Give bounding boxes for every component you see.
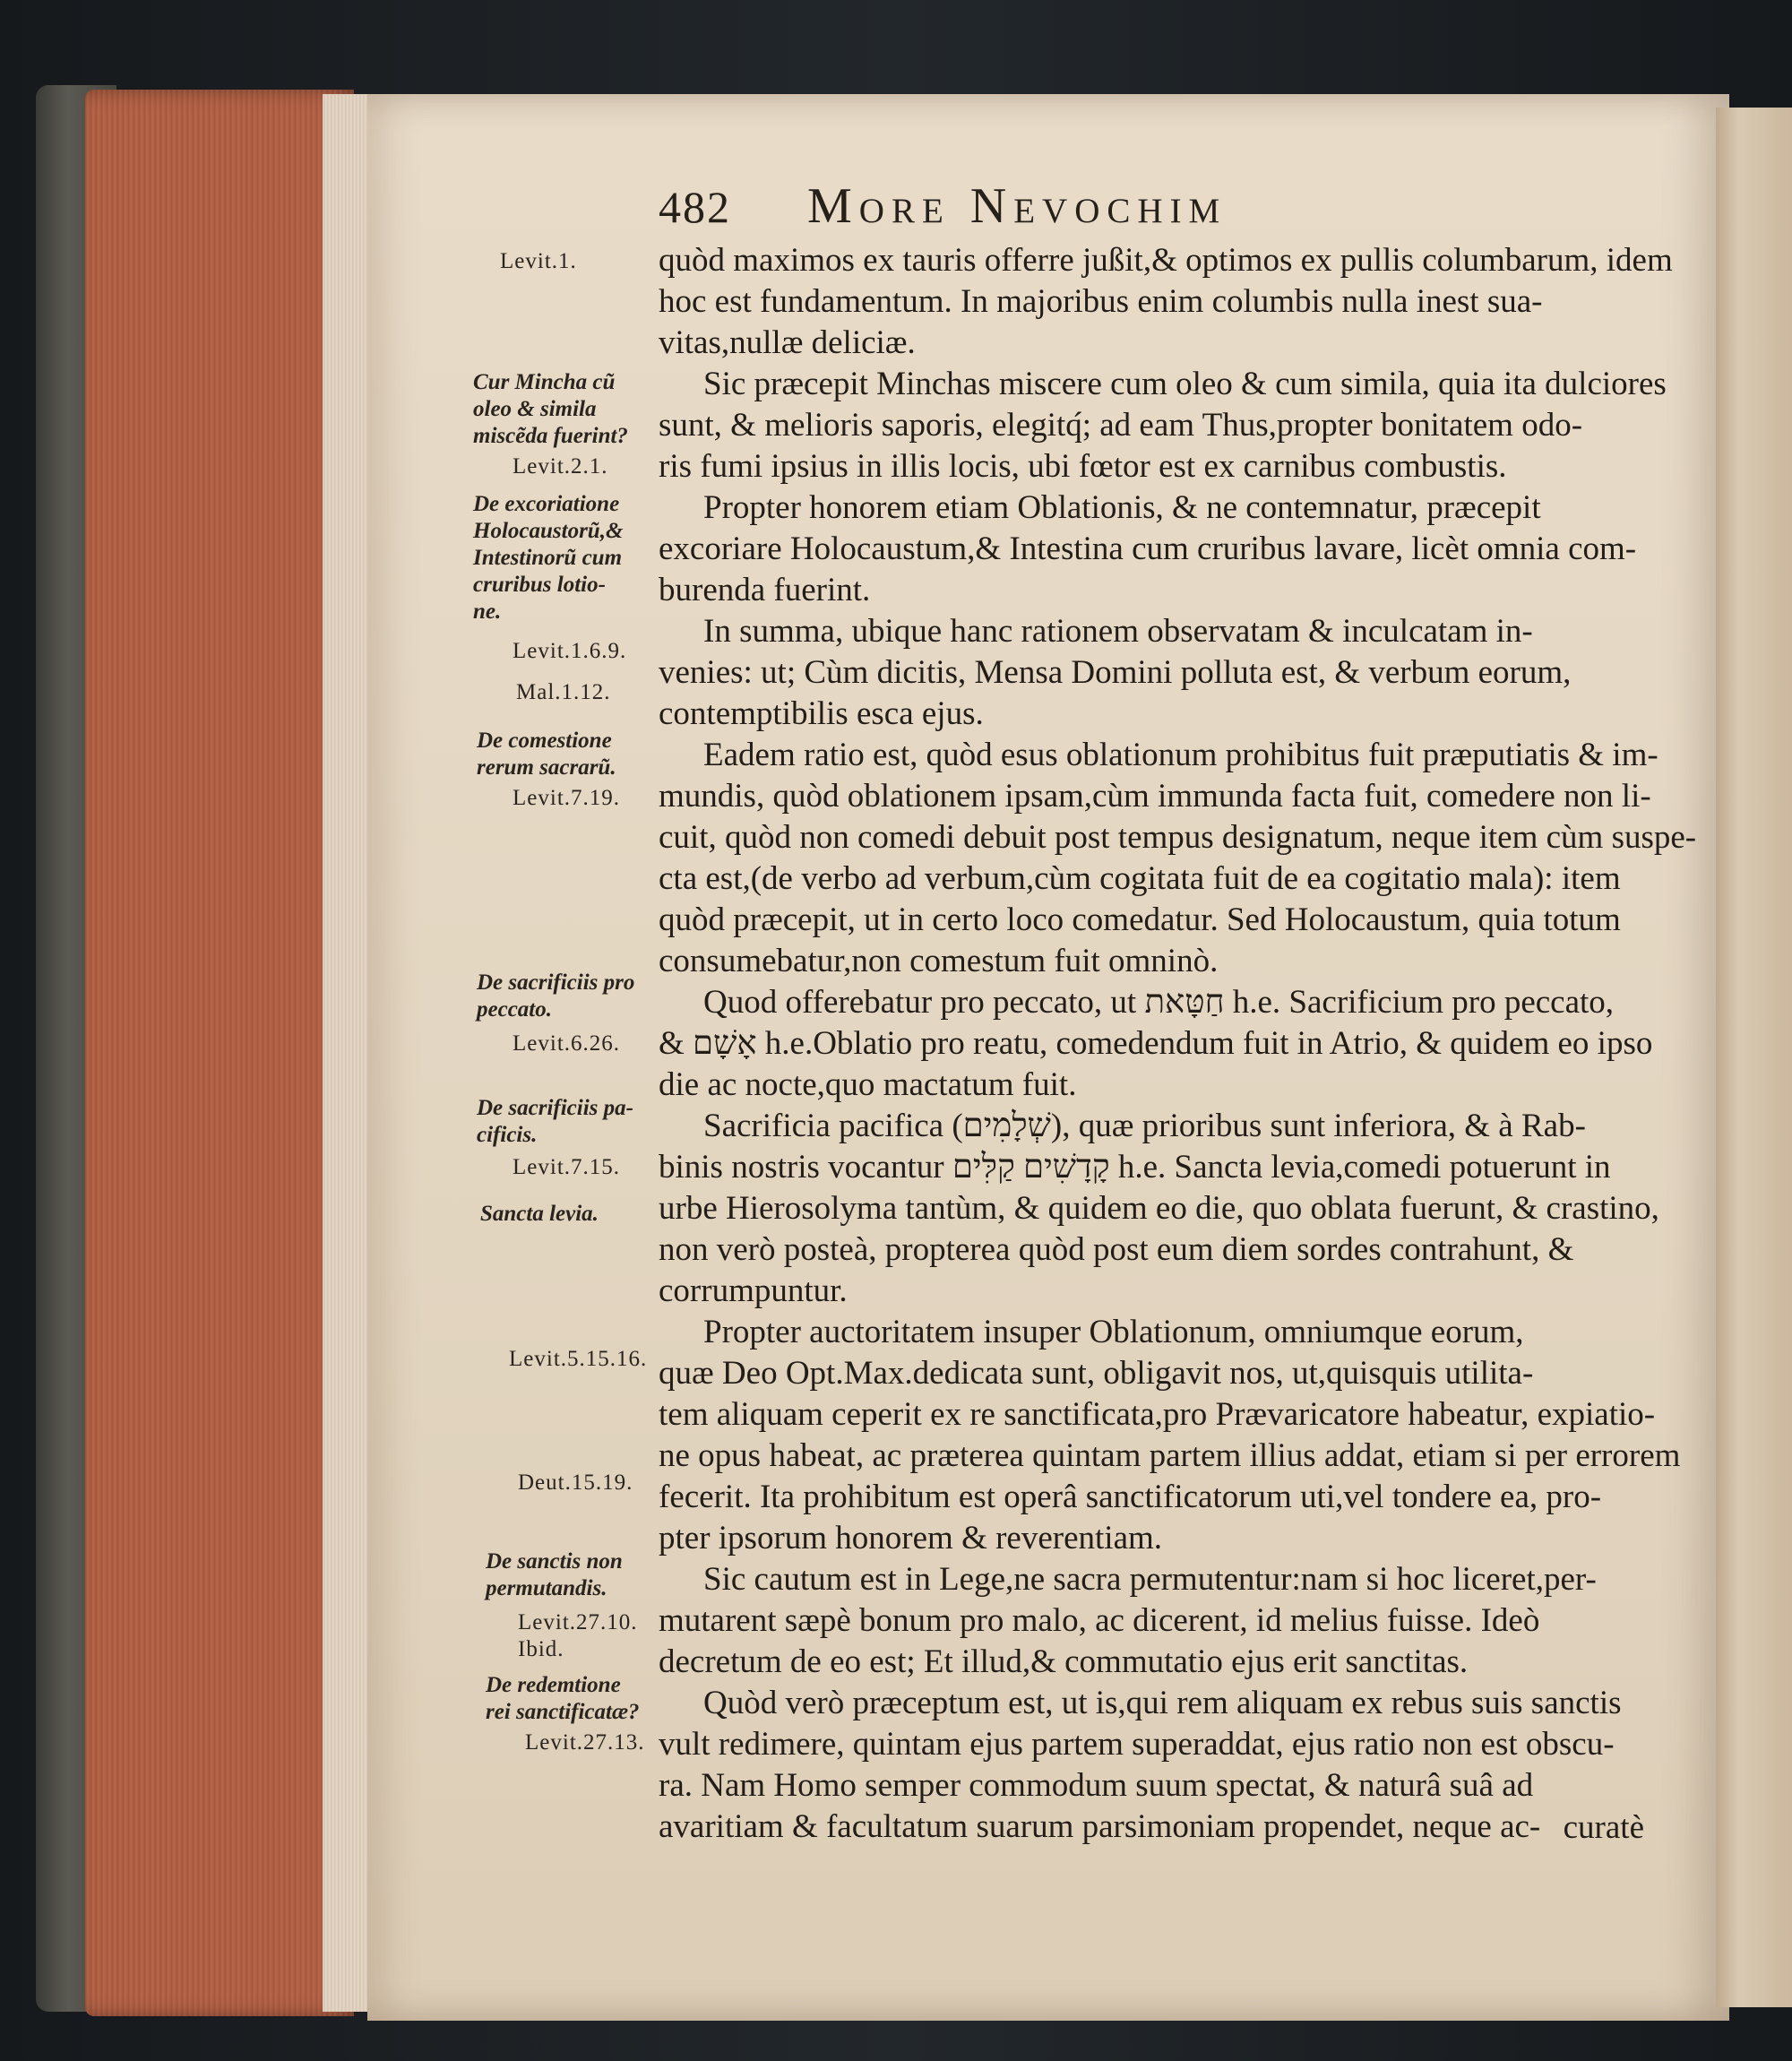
- text-line: non verò posteà, propterea quòd post eum diem sordes contrahunt, &: [659, 1231, 1574, 1268]
- text-line: Propter auctoritatem insuper Oblationum, omniumque eorum,: [703, 1314, 1524, 1350]
- text-line: avaritiam & facultatum suarum parsimoniam propendet, neque ac-: [659, 1808, 1541, 1845]
- text-line: corrumpuntur.: [659, 1272, 848, 1309]
- margin-note: Levit.6.26.: [513, 1031, 621, 1056]
- text-line: fecerit. Ita prohibitum est operâ sanctificatorum uti,vel tondere ea, pro-: [659, 1479, 1602, 1515]
- margin-note: Levit.2.1.: [513, 454, 608, 479]
- margin-note: Levit.27.13.: [525, 1730, 645, 1755]
- text-line: ne opus habeat, ac præterea quintam partem illius addat, etiam si per errorem: [659, 1437, 1681, 1474]
- margin-note: Sancta levia.: [480, 1202, 599, 1226]
- book-fore-edge: [85, 90, 354, 2016]
- margin-note: De sanctis non: [486, 1549, 623, 1574]
- text-line: pter ipsorum honorem & reverentiam.: [659, 1520, 1163, 1557]
- text-line: vult redimere, quintam ejus partem superaddat, ejus ratio non est obscu-: [659, 1726, 1615, 1763]
- page-number: 482: [659, 182, 731, 232]
- margin-note: Intestinorũ cum: [473, 546, 623, 570]
- text-line: mutarent sæpè bonum pro malo, ac dicerent, id melius fuisse. Ideò: [659, 1602, 1540, 1639]
- text-line: ra. Nam Homo semper commodum suum spectat, & naturâ suâ ad: [659, 1767, 1534, 1804]
- text-line: Quòd verò præceptum est, ut is,qui rem aliquam ex rebus suis sanctis: [703, 1685, 1622, 1721]
- margin-note: Levit.7.19.: [513, 786, 621, 810]
- text-line: burenda fuerint.: [659, 572, 871, 608]
- margin-note: peccato.: [477, 997, 552, 1022]
- text-line: cuit, quòd non comedi debuit post tempus designatum, neque item cùm suspe-: [659, 819, 1697, 856]
- margin-note: Levit.27.10.: [518, 1610, 638, 1634]
- margin-note: De sacrificiis pro: [477, 970, 635, 995]
- margin-note: Holocaustorũ,&: [473, 519, 624, 543]
- text-line: & אָשָׁם h.e.Oblatio pro reatu, comedendum fuit in Atrio, & quidem eo ipso: [659, 1025, 1653, 1062]
- running-title: More Nevochim: [807, 178, 1228, 234]
- margin-note: Levit.1.6.9.: [513, 639, 627, 663]
- text-line: venies: ut; Cùm dicitis, Mensa Domini polluta est, & verbum eorum,: [659, 654, 1572, 691]
- margin-note: permutandis.: [486, 1576, 607, 1600]
- text-line: ris fumi ipsius in illis locis, ubi fœtor est ex carnibus combustis.: [659, 448, 1507, 485]
- text-line: Eadem ratio est, quòd esus oblationum prohibitus fuit præputiatis & im-: [703, 737, 1658, 773]
- margin-note: Levit.1.: [500, 249, 577, 273]
- margin-note: ne.: [473, 599, 502, 624]
- margin-note: cificis.: [477, 1123, 538, 1147]
- text-line: sunt, & melioris saporis, elegitq́; ad eam Thus,propter bonitatem odo-: [659, 407, 1583, 444]
- margin-note: De excoriatione: [473, 492, 620, 516]
- margin-note: miscẽda fuerint?: [473, 424, 628, 448]
- margin-note: De redemtione: [486, 1673, 621, 1697]
- text-line: urbe Hierosolyma tantùm, & quidem eo die, quo oblata fuerunt, & crastino,: [659, 1190, 1659, 1227]
- text-line: quòd maximos ex tauris offerre jußit,& optimos ex pullis columbarum, idem: [659, 242, 1673, 279]
- facing-page-edge: [1716, 108, 1792, 2007]
- margin-note: De comestione: [477, 729, 612, 753]
- catchword: curatè: [1563, 1809, 1644, 1846]
- text-line: quòd præcepit, ut in certo loco comedatur. Sed Holocaustum, quia totum: [659, 901, 1621, 938]
- margin-note: Mal.1.12.: [516, 680, 611, 704]
- margin-note: Cur Mincha cũ: [473, 370, 616, 394]
- margin-note: Deut.15.19.: [518, 1470, 633, 1495]
- text-line: Propter honorem etiam Oblationis, & ne contemnatur, præcepit: [703, 489, 1541, 526]
- text-line: Sacrificia pacifica (שְׁלָמִים), quæ prioribus sunt inferiora, & à Rab-: [703, 1108, 1586, 1144]
- text-line: binis nostris vocantur קָדָשִׁים קַלִּים h.e. Sancta levia,comedi potuerunt in: [659, 1149, 1611, 1186]
- margin-note: De sacrificiis pa-: [477, 1096, 633, 1120]
- margin-note: Levit.5.15.16.: [509, 1347, 648, 1371]
- running-head: [659, 177, 1644, 240]
- text-line: excoriare Holocaustum,& Intestina cum cruribus lavare, licèt omnia com-: [659, 530, 1637, 567]
- margin-note: oleo & simila: [473, 397, 597, 421]
- margin-note: rerum sacrarũ.: [477, 755, 616, 780]
- text-line: decretum de eo est; Et illud,& commutatio ejus erit sanctitas.: [659, 1643, 1469, 1680]
- text-line: contemptibilis esca ejus.: [659, 695, 984, 732]
- margin-note: cruribus lotio-: [473, 573, 606, 597]
- text-line: Sic cautum est in Lege,ne sacra permutentur:nam si hoc liceret,per-: [703, 1561, 1597, 1598]
- text-line: In summa, ubique hanc rationem observatam & inculcatam in-: [703, 613, 1533, 650]
- text-line: cta est,(de verbo ad verbum,cùm cogitata fuit de ea cogitatio mala): item: [659, 860, 1621, 897]
- text-line: quæ Deo Opt.Max.dedicata sunt, obligavit nos, ut,quisquis utilita-: [659, 1355, 1534, 1392]
- text-line: mundis, quòd oblationem ipsam,cùm immunda facta fuit, comedere non li-: [659, 778, 1651, 815]
- margin-note: rei sanctificatæ?: [486, 1700, 640, 1724]
- text-line: vitas,nullæ deliciæ.: [659, 324, 916, 361]
- text-line: die ac nocte,quo mactatum fuit.: [659, 1066, 1077, 1103]
- text-line: Quod offerebatur pro peccato, ut חַטָּאת h.e. Sacrificium pro peccato,: [703, 984, 1615, 1021]
- main-text-column: [659, 240, 1697, 1848]
- text-line: Sic præcepit Minchas miscere cum oleo & cum simila, quia ita dulciores: [703, 366, 1667, 402]
- text-line: tem aliquam ceperit ex re sanctificata,pro Prævaricatore habeatur, expiatio-: [659, 1396, 1656, 1433]
- margin-note: Levit.7.15.: [513, 1155, 621, 1179]
- text-line: consumebatur,non comestum fuit omninò.: [659, 943, 1219, 979]
- margin-note: Ibid.: [518, 1637, 564, 1661]
- text-line: hoc est fundamentum. In majoribus enim columbis nulla inest sua-: [659, 283, 1543, 320]
